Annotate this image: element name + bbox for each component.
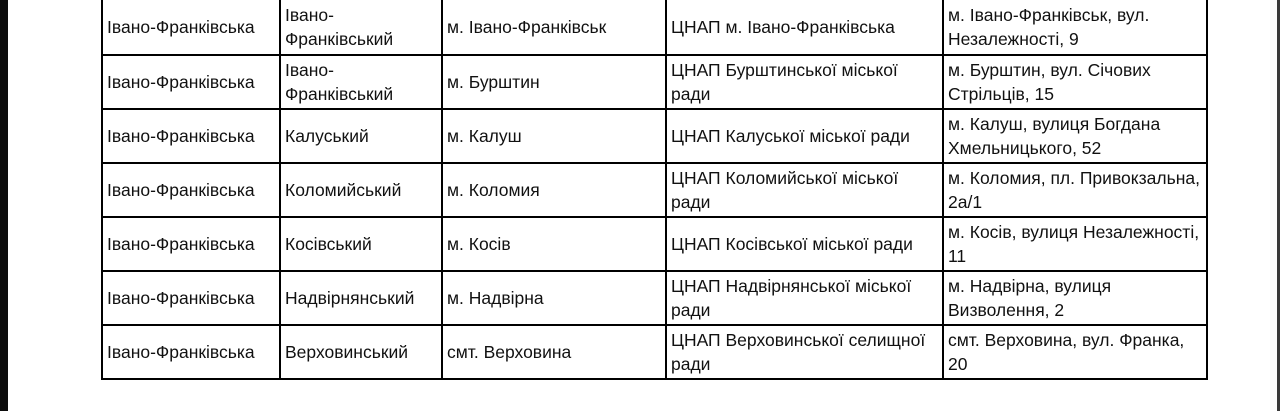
- city-cell: м. Надвірна: [442, 271, 666, 325]
- address-cell: м. Івано-Франківськ, вул. Незалежності, 9: [943, 0, 1207, 55]
- district-cell: Івано-Франківський: [280, 0, 442, 55]
- center-cell: ЦНАП Косівської міської ради: [666, 217, 943, 271]
- address-cell: м. Бурштин, вул. Січових Стрільців, 15: [943, 55, 1207, 109]
- address-cell: м. Косів, вулиця Незалежності, 11: [943, 217, 1207, 271]
- oblast-cell: Івано-Франківська: [102, 55, 280, 109]
- table-row: [102, 109, 1207, 163]
- center-cell: ЦНАП Калуської міської ради: [666, 109, 943, 163]
- oblast-cell: Івано-Франківська: [102, 109, 280, 163]
- table-row: [102, 55, 1207, 109]
- center-cell: ЦНАП Надвірнянської міської ради: [666, 271, 943, 325]
- address-cell: смт. Верховина, вул. Франка, 20: [943, 325, 1207, 379]
- district-cell: Верховинський: [280, 325, 442, 379]
- center-cell: ЦНАП Бурштинської міської ради: [666, 55, 943, 109]
- city-cell: м. Косів: [442, 217, 666, 271]
- center-cell: ЦНАП м. Івано-Франківська: [666, 0, 943, 55]
- table-row: [102, 271, 1207, 325]
- city-cell: м. Івано-Франківськ: [442, 0, 666, 55]
- table-row: [102, 217, 1207, 271]
- city-cell: смт. Верховина: [442, 325, 666, 379]
- oblast-cell: Івано-Франківська: [102, 217, 280, 271]
- city-cell: м. Коломия: [442, 163, 666, 217]
- oblast-cell: Івано-Франківська: [102, 325, 280, 379]
- district-cell: Коломийський: [280, 163, 442, 217]
- city-cell: м. Бурштин: [442, 55, 666, 109]
- center-cell: ЦНАП Верховинської селищної ради: [666, 325, 943, 379]
- district-cell: Косівський: [280, 217, 442, 271]
- address-cell: м. Калуш, вулиця Богдана Хмельницького, 52: [943, 109, 1207, 163]
- district-cell: Івано-Франківський: [280, 55, 442, 109]
- table-row: [102, 163, 1207, 217]
- cnap-table: [101, 0, 1208, 380]
- address-cell: м. Надвірна, вулиця Визволення, 2: [943, 271, 1207, 325]
- left-screen-edge: [0, 0, 8, 411]
- table-row: [102, 325, 1207, 379]
- district-cell: Надвірнянський: [280, 271, 442, 325]
- oblast-cell: Івано-Франківська: [102, 0, 280, 55]
- city-cell: м. Калуш: [442, 109, 666, 163]
- district-cell: Калуський: [280, 109, 442, 163]
- table-row: [102, 0, 1207, 55]
- oblast-cell: Івано-Франківська: [102, 163, 280, 217]
- oblast-cell: Івано-Франківська: [102, 271, 280, 325]
- center-cell: ЦНАП Коломийської міської ради: [666, 163, 943, 217]
- address-cell: м. Коломия, пл. Привокзальна, 2а/1: [943, 163, 1207, 217]
